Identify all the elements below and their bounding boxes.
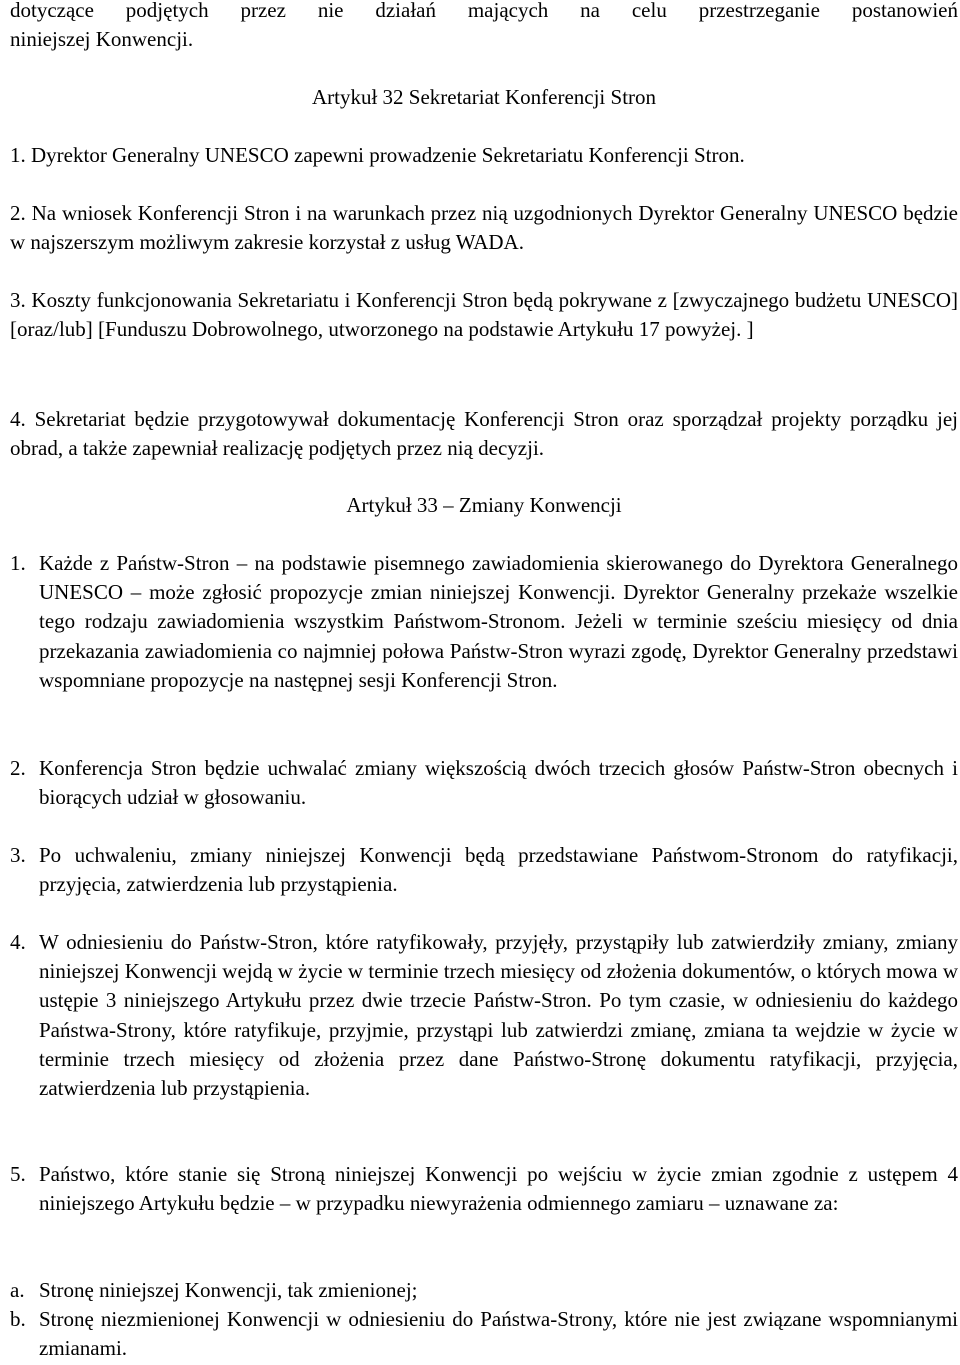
item-number: 5. [10,1162,26,1186]
article-33-item-5 [10,1160,958,1218]
article-33-subitem-a [10,1276,958,1305]
article-32-heading: Artykuł 32 Sekretariat Konferencji Stron [311,85,657,109]
item-text: Konferencja Stron będzie uchwalać zmiany większością dwóch trzecich głosów Państw-Stron obecnych i biorących udział w głosowaniu. [39,756,958,810]
subitem-text: Stronę niezmienionej Konwencji w odniesieniu do Państwa-Strony, które nie jest związane wspomnianymi zmianami. [39,1307,958,1361]
article-32-paragraph-2: 2. Na wniosek Konferencji Stron i na warunkach przez nią uzgodnionych Dyrektor Generalny UNESCO będzie w najszerszym możliwym zakresie korzystał z usług WADA. [10,201,958,255]
article-33-heading: Artykuł 33 – Zmiany Konwencji [346,493,622,517]
item-text: Każde z Państw-Stron – na podstawie pisemnego zawiadomienia skierowanego do Dyrektora Generalnego UNESCO – może zgłosić propozycje zmian niniejszej Konwencji. Dyrektor Generalny przekaże wszelkie tego rodzaju zawiadomienia wszystkim Państwom-Stronom. Jeżeli w terminie sześciu miesięcy od dnia przekazania zawiadomienia co najmniej połowa Państw-Stron wyrazi zgodę, Dyrektor Generalny przedstawi wspomniane propozycje na następnej sesji Konferencji Stron. [39,551,958,692]
subitem-text: Stronę niniejszej Konwencji, tak zmienionej; [39,1278,418,1302]
subitem-label: b. [10,1307,26,1331]
item-number: 4. [10,930,26,954]
intro-fragment-line-2: niniejszej Konwencji. [10,27,194,52]
subitem-label: a. [10,1278,25,1302]
item-number: 2. [10,756,26,780]
intro-fragment [10,0,958,54]
article-32-paragraph-4: 4. Sekretariat będzie przygotowywał dokumentację Konferencji Stron oraz sporządzał projekty porządku jej obrad, a także zapewniał realizację podjętych przez nią decyzji. [10,407,958,461]
article-33-subitem-b [10,1305,958,1363]
article-33-item-1 [10,549,958,695]
item-text: Państwo, które stanie się Stroną niniejszej Konwencji po wejściu w życie zmian zgodnie z ustępem 4 niniejszego Artykułu będzie – w przypadku niewyrażenia odmiennego zamiaru – uznawane za: [39,1162,958,1216]
intro-fragment-line-1: dotyczące podjętych przez nie działań mających na celu przestrzeganie postanowień [10,0,958,22]
article-33-item-2 [10,754,958,812]
article-32-paragraph-3: 3. Koszty funkcjonowania Sekretariatu i Konferencji Stron będą pokrywane z [zwyczajnego budżetu UNESCO] [oraz/lub] [Funduszu Dobrowolnego, utworzonego na podstawie Artykułu 17 powyżej. ] [10,288,958,342]
item-text: W odniesieniu do Państw-Stron, które ratyfikowały, przyjęły, przystąpiły lub zatwierdziły zmiany, zmiany niniejszej Konwencji wejdą w życie w terminie trzech miesięcy od złożenia dokumentów, o których mowa w ustępie 3 niniejszego Artykułu przez dwie trzecie Państw-Stron. Po tym czasie, w odniesieniu do każdego Państwa-Strony, które ratyfikuje, przyjmie, przystąpi lub zatwierdzi zmianę, zmiana ta wejdzie w życie w terminie trzech miesięcy od złożenia przez dane Państwo-Stronę dokumentu ratyfikacji, przyjęcia, zatwierdzenia lub przystąpienia. [39,930,958,1101]
item-text: Po uchwaleniu, zmiany niniejszej Konwencji będą przedstawiane Państwom-Stronom do ratyfikacji, przyjęcia, zatwierdzenia lub przystąpienia. [39,843,958,897]
article-33-item-3 [10,841,958,899]
article-32-paragraph-1: 1. Dyrektor Generalny UNESCO zapewni prowadzenie Sekretariatu Konferencji Stron. [10,143,745,167]
article-33-item-4 [10,928,958,1103]
item-number: 1. [10,551,26,575]
item-number: 3. [10,843,26,867]
